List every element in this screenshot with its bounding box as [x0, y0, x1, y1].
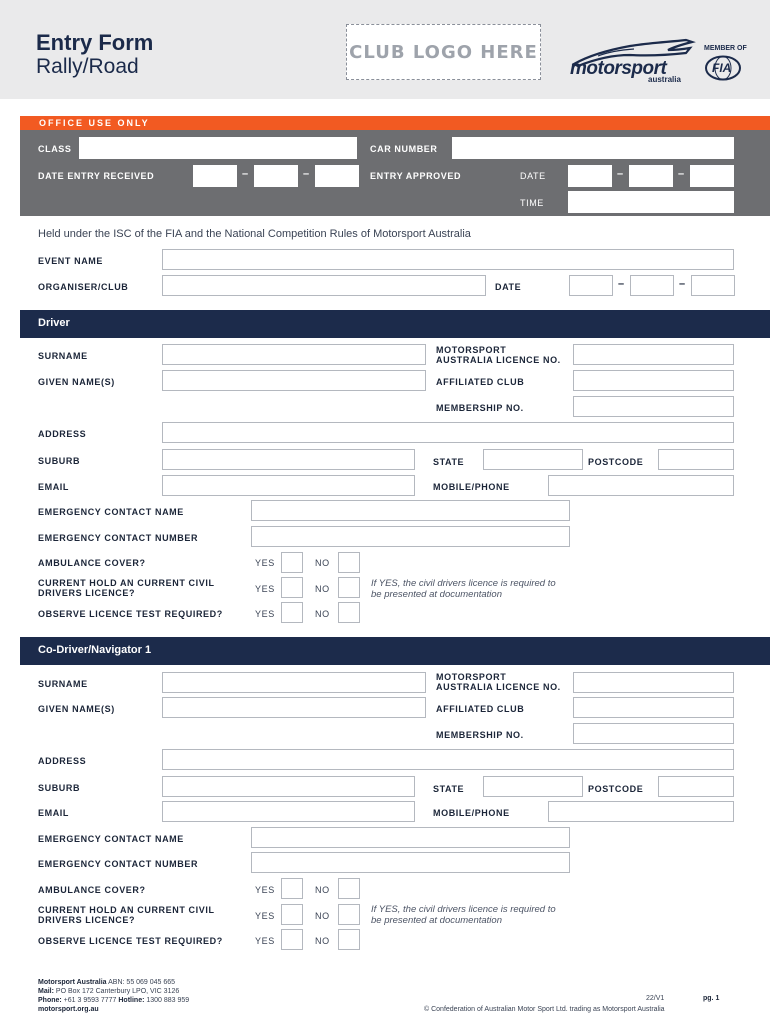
driver-state-input[interactable] — [483, 449, 583, 470]
note-line2: be presented at documentation — [371, 589, 502, 600]
codriver-mobile-label: MOBILE/PHONE — [433, 808, 510, 818]
car-number-input[interactable] — [452, 137, 734, 159]
form-title: Entry Form — [36, 30, 154, 55]
codriver-civil-licence-label — [38, 905, 215, 925]
approved-time-label: TIME — [520, 198, 544, 208]
codriver-civil-no-checkbox[interactable] — [338, 904, 360, 925]
driver-section-title: Driver — [38, 317, 70, 329]
event-date-month[interactable] — [630, 275, 674, 296]
footer-contact — [38, 978, 189, 1014]
footer-website[interactable] — [38, 1005, 189, 1014]
car-number-label: CAR NUMBER — [370, 144, 438, 154]
driver-emergency-number-label: EMERGENCY CONTACT NUMBER — [38, 533, 199, 543]
footer-website-text: motorsport.org.au — [38, 1006, 99, 1013]
codriver-emergency-name-input[interactable] — [251, 827, 570, 848]
codriver-observe-yes-checkbox[interactable] — [281, 929, 303, 950]
office-use-strip — [20, 116, 770, 130]
yes-label: YES — [255, 609, 275, 619]
driver-given-names-input[interactable] — [162, 370, 426, 391]
approved-date-day[interactable] — [568, 165, 612, 187]
codriver-ambulance-yes-checkbox[interactable] — [281, 878, 303, 899]
organiser-club-input[interactable] — [162, 275, 486, 296]
civil-licence-note — [371, 578, 556, 600]
driver-membership-label: MEMBERSHIP NO. — [436, 403, 524, 413]
codriver-membership-input[interactable] — [573, 723, 734, 744]
driver-email-input[interactable] — [162, 475, 415, 496]
footer-mail-label: Mail: — [38, 988, 54, 995]
driver-civil-yes-checkbox[interactable] — [281, 577, 303, 598]
codriver-email-label: EMAIL — [38, 808, 69, 818]
no-label: NO — [315, 584, 330, 594]
no-label: NO — [315, 558, 330, 568]
approved-date-year[interactable] — [690, 165, 734, 187]
footer-mail-line — [38, 987, 189, 996]
driver-ambulance-yes-checkbox[interactable] — [281, 552, 303, 573]
fia-logo — [704, 55, 742, 81]
driver-civil-licence-label — [38, 578, 215, 598]
codriver-suburb-label: SUBURB — [38, 783, 81, 793]
fia-text: FIA — [712, 61, 732, 75]
driver-observe-label: OBSERVE LICENCE TEST REQUIRED? — [38, 609, 223, 619]
footer-hotline: 1300 883 959 — [144, 997, 190, 1004]
driver-ambulance-label: AMBULANCE COVER? — [38, 558, 146, 568]
event-date-year[interactable] — [691, 275, 735, 296]
codriver-address-input[interactable] — [162, 749, 734, 770]
codriver-licence-label — [436, 672, 561, 692]
licence-label-line2: AUSTRALIA LICENCE NO. — [436, 355, 561, 365]
yes-label: YES — [255, 584, 275, 594]
codriver-affiliated-club-input[interactable] — [573, 697, 734, 718]
footer-hotline-label: Hotline: — [118, 997, 145, 1004]
driver-observe-no-checkbox[interactable] — [338, 602, 360, 623]
brand-name: motorsport — [570, 58, 667, 79]
footer-version: 22/V1 — [646, 995, 665, 1002]
approved-time-input[interactable] — [568, 191, 734, 213]
date-separator: – — [617, 168, 624, 180]
footer-org-name: Motorsport Australia — [38, 979, 107, 986]
codriver-postcode-label: POSTCODE — [588, 784, 644, 794]
codriver-surname-label: SURNAME — [38, 679, 88, 689]
yes-label: YES — [255, 885, 275, 895]
civil-licence-note — [371, 904, 556, 926]
driver-civil-no-checkbox[interactable] — [338, 577, 360, 598]
codriver-observe-no-checkbox[interactable] — [338, 929, 360, 950]
codriver-email-input[interactable] — [162, 801, 415, 822]
driver-affiliated-club-label: AFFILIATED CLUB — [436, 377, 525, 387]
brand-sub: australia — [648, 75, 681, 84]
codriver-section-title: Co-Driver/Navigator 1 — [38, 644, 152, 656]
codriver-given-names-input[interactable] — [162, 697, 426, 718]
note-line1: If YES, the civil drivers licence is required to — [371, 904, 556, 915]
licence-label-line2: AUSTRALIA LICENCE NO. — [436, 682, 561, 692]
footer-phone-line — [38, 996, 189, 1005]
date-separator: – — [678, 168, 685, 180]
class-input[interactable] — [79, 137, 357, 159]
codriver-ambulance-no-checkbox[interactable] — [338, 878, 360, 899]
driver-emergency-number-input[interactable] — [251, 526, 570, 547]
driver-mobile-input[interactable] — [548, 475, 734, 496]
driver-state-label: STATE — [433, 457, 465, 467]
codriver-address-label: ADDRESS — [38, 756, 87, 766]
driver-ambulance-no-checkbox[interactable] — [338, 552, 360, 573]
driver-licence-input[interactable] — [573, 344, 734, 365]
date-received-month[interactable] — [254, 165, 298, 187]
entry-approved-label: ENTRY APPROVED — [370, 171, 462, 181]
note-line1: If YES, the civil drivers licence is required to — [371, 578, 556, 589]
footer-copyright: © Confederation of Australian Motor Sport Ltd. trading as Motorsport Australia — [424, 1006, 665, 1013]
codriver-civil-yes-checkbox[interactable] — [281, 904, 303, 925]
footer-abn: ABN: 55 069 045 665 — [106, 979, 176, 986]
event-date-label: DATE — [495, 282, 522, 292]
note-line2: be presented at documentation — [371, 915, 502, 926]
driver-membership-input[interactable] — [573, 396, 734, 417]
date-separator: – — [303, 168, 310, 180]
approved-date-label: DATE — [520, 171, 546, 181]
driver-suburb-label: SUBURB — [38, 456, 81, 466]
office-use-title: OFFICE USE ONLY — [39, 118, 150, 128]
page-number: pg. 1 — [703, 995, 720, 1002]
codriver-licence-input[interactable] — [573, 672, 734, 693]
yes-label: YES — [255, 936, 275, 946]
driver-given-names-label: GIVEN NAME(S) — [38, 377, 115, 387]
no-label: NO — [315, 609, 330, 619]
driver-licence-label — [436, 345, 561, 365]
driver-surname-input[interactable] — [162, 344, 426, 365]
date-separator: – — [618, 278, 625, 290]
codriver-observe-label: OBSERVE LICENCE TEST REQUIRED? — [38, 936, 223, 946]
civil-label-line1: CURRENT HOLD AN CURRENT CIVIL — [38, 905, 215, 915]
no-label: NO — [315, 911, 330, 921]
codriver-emergency-name-label: EMERGENCY CONTACT NAME — [38, 834, 184, 844]
date-received-day[interactable] — [193, 165, 237, 187]
civil-label-line1: CURRENT HOLD AN CURRENT CIVIL — [38, 578, 215, 588]
licence-label-line1: MOTORSPORT — [436, 345, 507, 355]
organiser-club-label: ORGANISER/CLUB — [38, 282, 129, 292]
codriver-surname-input[interactable] — [162, 672, 426, 693]
driver-mobile-label: MOBILE/PHONE — [433, 482, 510, 492]
yes-label: YES — [255, 911, 275, 921]
codriver-ambulance-label: AMBULANCE COVER? — [38, 885, 146, 895]
driver-address-label: ADDRESS — [38, 429, 87, 439]
licence-label-line1: MOTORSPORT — [436, 672, 507, 682]
date-entry-received-label: DATE ENTRY RECEIVED — [38, 171, 155, 181]
driver-observe-yes-checkbox[interactable] — [281, 602, 303, 623]
codriver-state-label: STATE — [433, 784, 465, 794]
codriver-given-names-label: GIVEN NAME(S) — [38, 704, 115, 714]
motorsport-australia-logo — [568, 36, 698, 86]
codriver-mobile-input[interactable] — [548, 801, 734, 822]
codriver-state-input[interactable] — [483, 776, 583, 797]
driver-affiliated-club-input[interactable] — [573, 370, 734, 391]
driver-postcode-input[interactable] — [658, 449, 734, 470]
codriver-emergency-number-label: EMERGENCY CONTACT NUMBER — [38, 859, 199, 869]
footer-phone-label: Phone: — [38, 997, 62, 1004]
codriver-postcode-input[interactable] — [658, 776, 734, 797]
club-logo-placeholder: CLUB LOGO HERE — [346, 24, 541, 80]
member-of-label: MEMBER OF — [704, 45, 747, 52]
codriver-affiliated-club-label: AFFILIATED CLUB — [436, 704, 525, 714]
driver-emergency-name-input[interactable] — [251, 500, 570, 521]
held-under-statement: Held under the ISC of the FIA and the National Competition Rules of Motorsport Australia — [38, 228, 471, 240]
driver-emergency-name-label: EMERGENCY CONTACT NAME — [38, 507, 184, 517]
no-label: NO — [315, 885, 330, 895]
form-subtitle: Rally/Road — [36, 55, 139, 78]
date-received-year[interactable] — [315, 165, 359, 187]
driver-section-header — [20, 310, 770, 338]
civil-label-line2: DRIVERS LICENCE? — [38, 588, 136, 598]
civil-label-line2: DRIVERS LICENCE? — [38, 915, 136, 925]
codriver-membership-label: MEMBERSHIP NO. — [436, 730, 524, 740]
driver-address-input[interactable] — [162, 422, 734, 443]
approved-date-month[interactable] — [629, 165, 673, 187]
driver-email-label: EMAIL — [38, 482, 69, 492]
yes-label: YES — [255, 558, 275, 568]
date-separator: – — [242, 168, 249, 180]
event-name-label: EVENT NAME — [38, 256, 104, 266]
footer-phone: +61 3 9593 7777 — [61, 997, 119, 1004]
driver-suburb-input[interactable] — [162, 449, 415, 470]
codriver-section-header — [20, 637, 770, 665]
event-date-day[interactable] — [569, 275, 613, 296]
footer-abn-line — [38, 978, 189, 987]
footer-mail: PO Box 172 Canterbury LPO, VIC 3126 — [53, 988, 180, 995]
codriver-emergency-number-input[interactable] — [251, 852, 570, 873]
date-separator: – — [679, 278, 686, 290]
driver-surname-label: SURNAME — [38, 351, 88, 361]
driver-postcode-label: POSTCODE — [588, 457, 644, 467]
no-label: NO — [315, 936, 330, 946]
event-name-input[interactable] — [162, 249, 734, 270]
class-label: CLASS — [38, 144, 72, 154]
codriver-suburb-input[interactable] — [162, 776, 415, 797]
